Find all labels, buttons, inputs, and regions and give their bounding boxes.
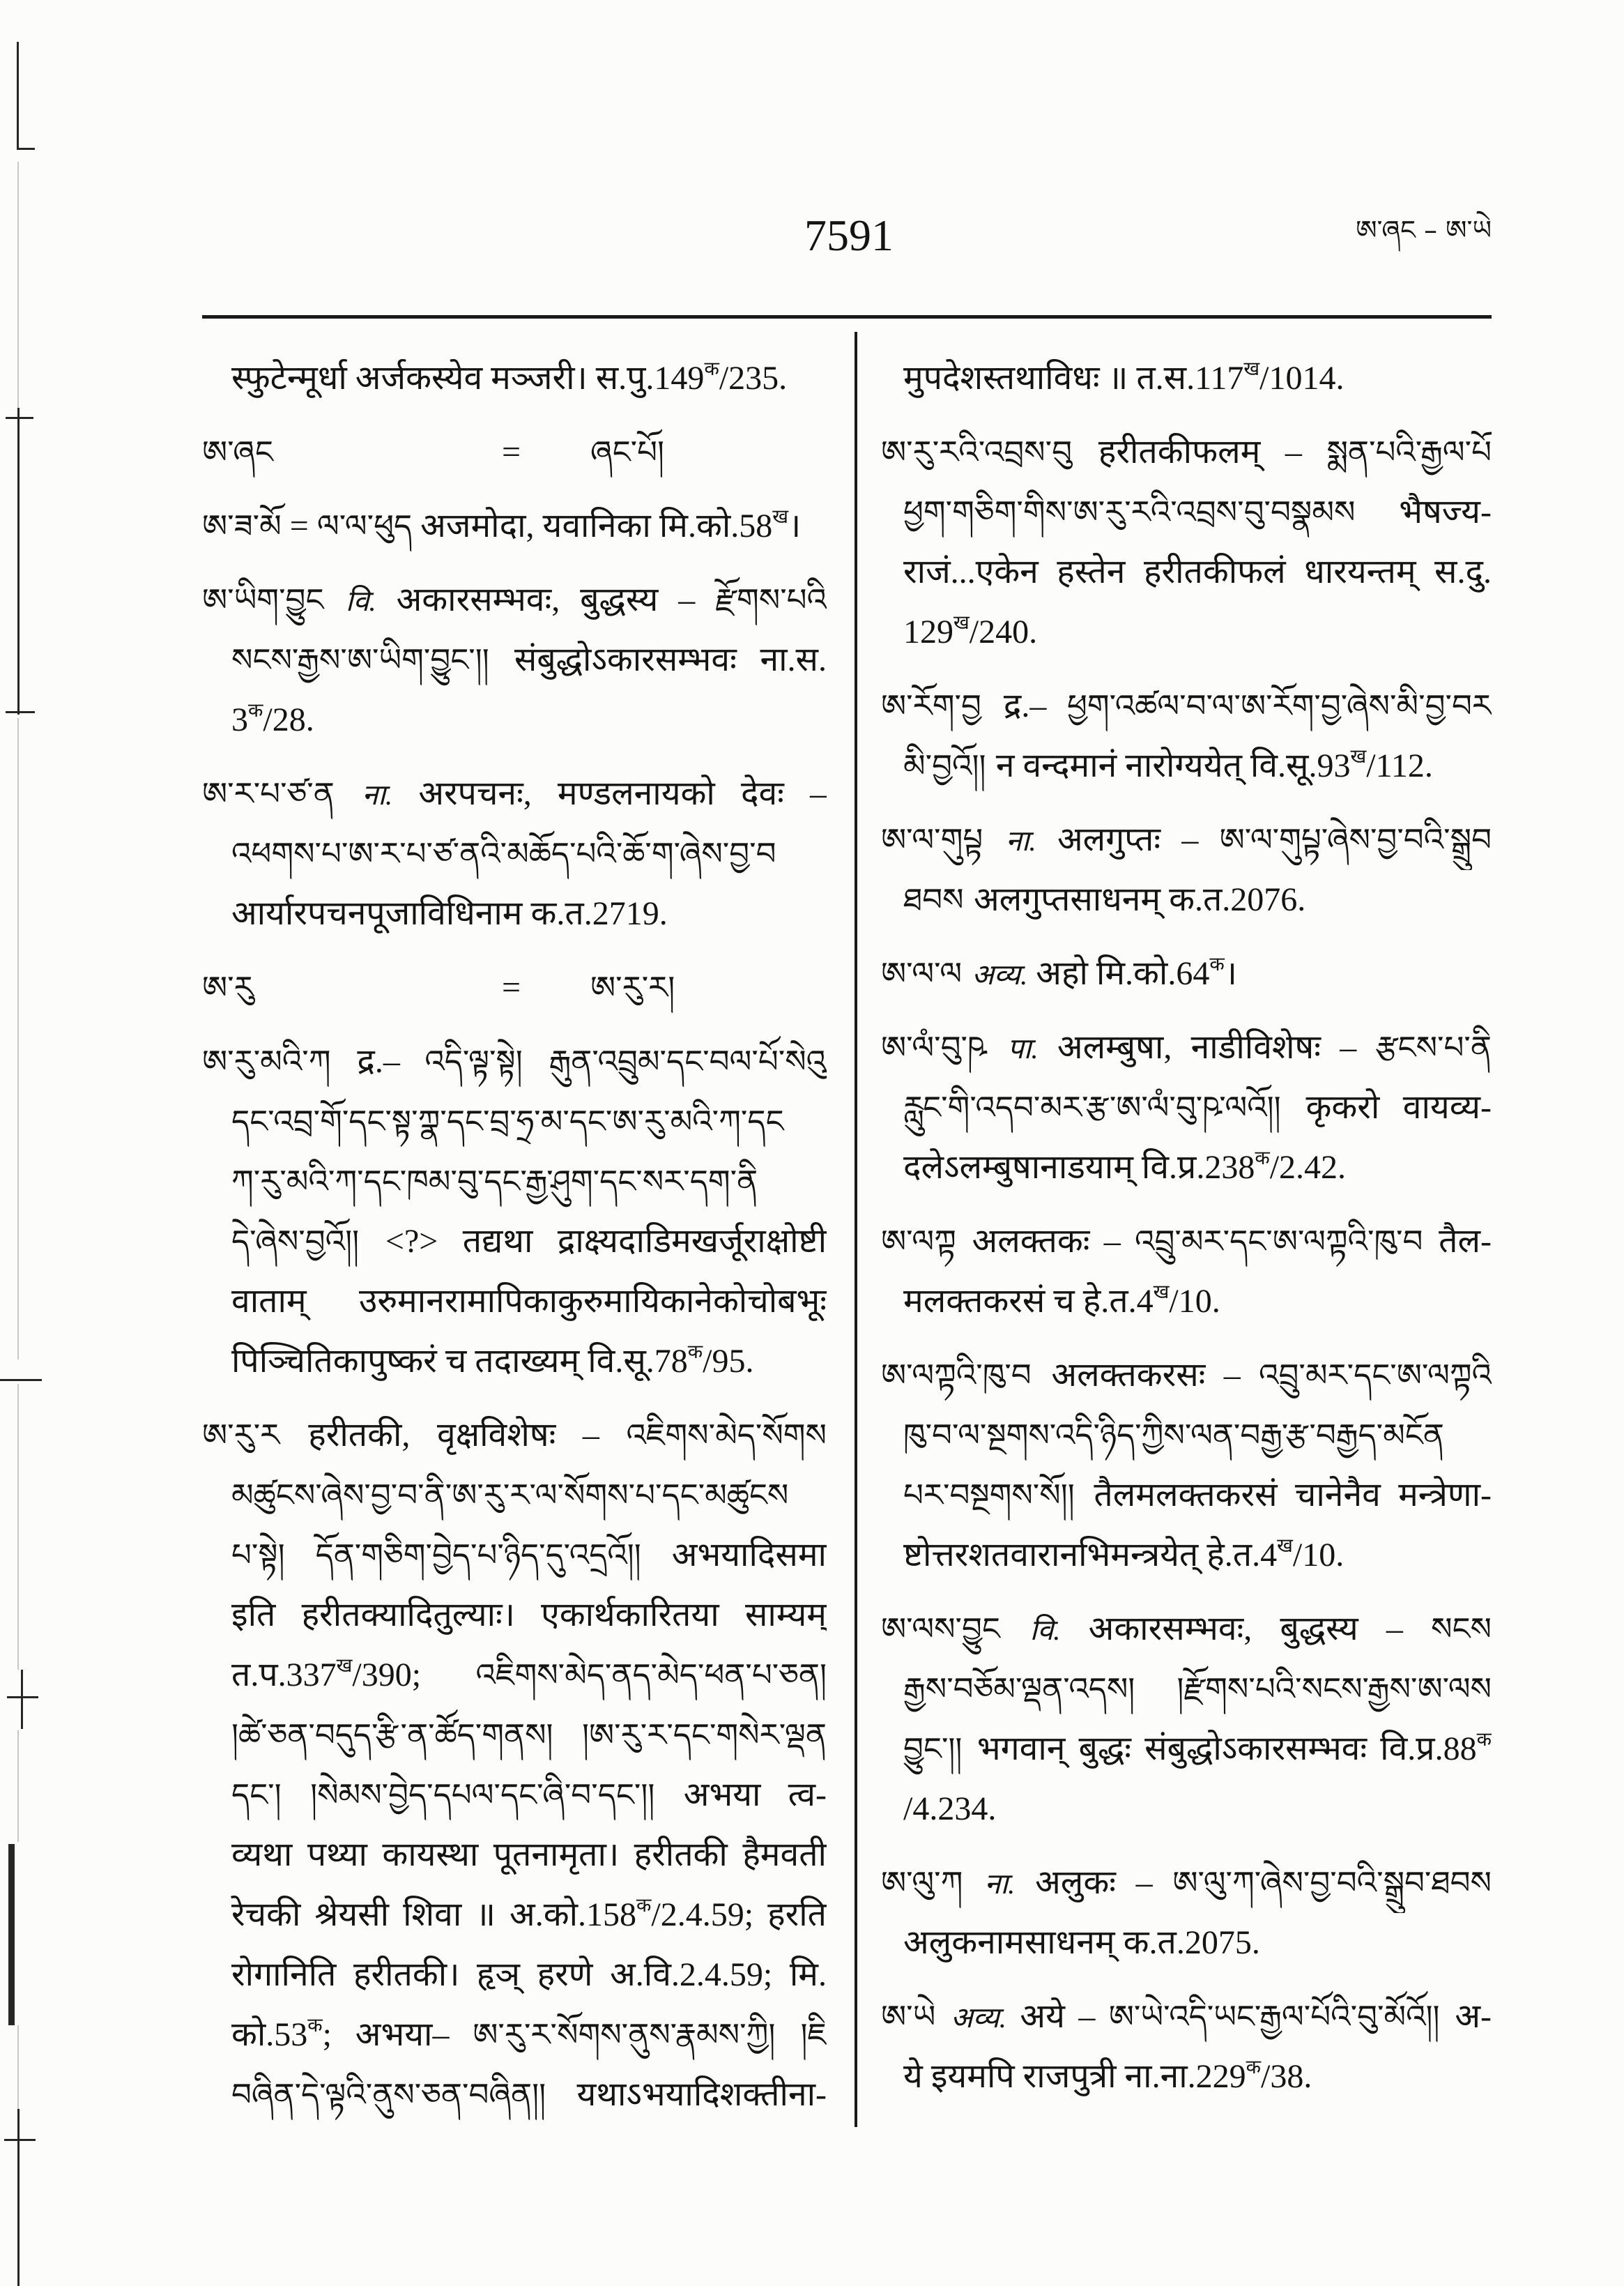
right-column [881,349,1492,2107]
sanskrit-text: /10. [1169,1283,1220,1320]
sanskrit-text: द्र.– [1003,687,1067,724]
scan-margin-mark [17,2025,19,2109]
dictionary-line [881,1987,1492,2047]
dictionary-line [202,1332,827,1392]
dictionary-line [202,422,827,482]
sanskrit-text: /28. [263,701,314,738]
tibetan-text: ཨ་ཡེ [881,1998,951,2035]
dictionary-line [881,1913,1492,1973]
sanskrit-text: । [788,508,802,544]
folio-side-superscript: ख [1153,1281,1170,1303]
dictionary-entry [881,944,1492,1004]
equals-sign: = [502,969,521,1006]
tibetan-text: འཇིགས་མེད་སོགས [626,1417,827,1454]
dictionary-line [202,1092,827,1152]
tibetan-text: འཕགས་པ་ཨ་ར་པ་ཙ་ནའི་མཆོད་པའི་ཆོ་ག་ཞེས་བྱ་བ [231,835,776,872]
dictionary-entry [202,764,827,944]
dictionary-line [202,496,827,556]
scan-margin-mark [17,718,19,1359]
sanskrit-text: यथाऽभयादिशक्तीना- [576,2076,827,2113]
sanskrit-text: अजमोदा, यवानिका मि.को.58 [412,508,773,544]
scan-margin-mark [17,1730,19,1842]
tibetan-text: སྨན་པའི་རྒྱལ་པོ [1326,434,1492,471]
folio-side-superscript: ख [953,611,970,634]
dictionary-entry [202,1405,827,2125]
dictionary-line [881,1719,1492,1779]
tibetan-text: འབྲུ་མར་དང་ཨ་ལཀྟའི [1259,1357,1492,1394]
tibetan-text: ཨ་ར་པ་ཙ་ན [202,775,362,812]
dictionary-line [202,1525,827,1585]
tibetan-text: ཨ་ཟ་མོ [202,508,282,544]
sanskrit-text: मलक्तकरसं च हे.त.4 [903,1283,1154,1320]
sanskrit-text: /2.42. [1269,1149,1347,1186]
sanskrit-text: ष्टोत्तरशतवारानभिमन्त्रयेत् हे.त.4 [903,1537,1278,1573]
folio-side-superscript: क [704,358,719,380]
sanskrit-text: व्यथा पथ्या कायस्था पूतनामृता। हरीतकी हैमवती [231,1836,827,1873]
sanskrit-text: ये इयमपि राजपुत्री ना.ना.229 [903,2058,1246,2095]
tibetan-text: ལ་ལ་ཕུད [316,508,413,544]
sanskrit-text: /240. [969,614,1038,650]
tibetan-text: ཨ་ལཀྟའི་ཁུ་བ [881,1357,1052,1394]
running-head: ཨ་ཞང – ཨ་ཡེ [1356,215,1492,245]
folio-side-superscript: क [1255,1147,1270,1169]
dictionary-line [202,2005,827,2065]
dictionary-line [881,944,1492,1004]
sanskrit-text: /2.4.59; हरति [651,1896,827,1933]
dictionary-line [202,764,827,824]
sanskrit-text: अकारसम्भवः, बुद्धस्य – [1060,1610,1432,1647]
sanskrit-text: /390; [352,1656,476,1693]
scan-margin-mark [4,2139,36,2141]
dictionary-line [881,1018,1492,1078]
scan-margin-mark [17,162,19,413]
sanskrit-text: /1014. [1259,360,1345,397]
dictionary-line [202,1465,827,1525]
tibetan-text: སངས [1431,1610,1492,1647]
tibetan-text: ཨ་ཡེ་འདི་ཡང་རྒྱལ་པོའི་བུ་མོའོ།། [1108,1998,1455,2035]
dictionary-entry [202,496,827,556]
dictionary-entry [881,422,1492,662]
sanskrit-text: संबुद्धोऽकारसम्भवः ना.स. [514,641,827,678]
dictionary-line [881,422,1492,482]
dictionary-line [881,736,1492,796]
sanskrit-text: न वन्दमानं नारोग्ययेत् वि.सू.93 [995,747,1351,784]
grammar-abbreviation: ना. [1005,825,1036,857]
sanskrit-text: स्फुटेन्मूर्धा अर्जकस्येव मञ्जरी। स.पु.149 [231,360,705,397]
folio-side-superscript: क [636,1894,652,1917]
tibetan-text: །ཚེ་ཅན་བདུད་རྩི་ན་ཚོད་གནས། །ཨ་རུ་ར་དང་གསེར་ལྡན [231,1716,827,1753]
scan-margin-mark [17,148,35,150]
tibetan-text: དང་འབྲ་གོ་དང་སྟ་ཀྣ་དང་བྲ་ཧྲ་མ་དང་ཨ་རུ་མའི་ཀ་དང [231,1103,784,1140]
dictionary-line [202,1152,827,1212]
dictionary-entry [881,1346,1492,1585]
tibetan-text: ཨ་ཞང [202,434,273,471]
dictionary-line [881,542,1492,602]
tibetan-text: རྫོགས་པའི [715,581,827,618]
folio-side-superscript: क [1246,2056,1262,2078]
tibetan-text: ཨ་རུ [202,969,254,1006]
sanskrit-text: अये – [1006,1998,1109,2035]
grammar-abbreviation: वि. [345,585,376,617]
tibetan-text: ཞང་པོ། [590,434,665,471]
dictionary-line [202,1212,827,1272]
tibetan-text: དེ་ཞེས་བྱའོ།། [231,1223,385,1260]
sanskrit-text: वाताम् उरुमानरामापिकाकुरुमायिकानेकोचोबभूः [231,1283,827,1320]
scan-margin-mark [21,1670,23,1729]
sanskrit-text: अलुकः – [1015,1864,1173,1901]
dictionary-entry [881,1599,1492,1839]
tibetan-text: ཕྱག་འཚལ་བ་ལ་ཨ་རོག་བྱ་ཞེས་མི་བྱ་བར [1066,687,1492,724]
tibetan-text: པར་བསྔགས་སོ།། [903,1477,1094,1514]
sanskrit-text: अलक्तकः – [972,1223,1135,1260]
folio-side-superscript: क [1209,953,1225,975]
dictionary-line [881,482,1492,542]
tibetan-text: ཨ་ལཾ་བུ་ཥ [881,1029,1008,1066]
grammar-abbreviation: ना. [984,1868,1016,1900]
sanskrit-text: राजं...एकेन हस्तेन हरीतकीफलं धारयन्तम् स.दु. [903,554,1492,590]
dictionary-line [202,2065,827,2125]
dictionary-entry [881,1987,1492,2107]
tibetan-text: བྱུང་།། [903,1730,977,1767]
sanskrit-text: मुपदेशस्तथाविधः ॥ त.स.117 [903,360,1244,397]
sanskrit-text: अ- [1455,1998,1492,2035]
folio-side-superscript: ख [336,1654,353,1677]
sanskrit-text: तैल- [1439,1223,1492,1260]
dictionary-line [881,602,1492,662]
tibetan-text: སངས་རྒྱས་ཨ་ཡིག་བྱུང་།། [231,641,514,678]
sanskrit-text: हरीतकी, वृक्षविशेषः – [308,1417,627,1454]
dictionary-line [881,1346,1492,1405]
dictionary-line [202,824,827,884]
tibetan-text: འཇིགས་མེད་ནད་མེད་ཕན་པ་ཅན། [475,1656,827,1693]
sanskrit-text: अरपचनः, मण्डलनायको देवः – [392,775,827,812]
tibetan-text: པ་སྟེ། དོན་གཅིག་བྱེད་པ་ཉིད་དུ་འདྲའོ།། [231,1537,672,1573]
scan-margin-mark [8,1844,15,2025]
scan-margin-mark [17,42,19,150]
dictionary-line [881,1599,1492,1659]
tibetan-text: ཨ་རུ་ར། [590,969,675,1006]
tibetan-text: ཨ་ལ་གུཔྟ [881,821,1006,858]
dictionary-line [881,1779,1492,1839]
sanskrit-text: अकारसम्भवः, बुद्धस्य – [376,581,716,618]
tibetan-text: ཨ་ལུ་ཀ་ཞེས་བྱ་བའི་སྒྲུབ་ཐབས [1172,1864,1492,1901]
sanskrit-text: <?> तद्यथा द्राक्ष्यदाडिमखर्जूराक्षोष्टी [385,1223,827,1260]
sanskrit-text: /235. [719,360,788,397]
sanskrit-text: भैषज्य- [1399,494,1492,531]
equals-sign: = [502,434,521,471]
sanskrit-text: कृकरो वायव्य- [1305,1089,1492,1126]
dictionary-entry [202,349,827,409]
sanskrit-text: भगवान् बुद्धः संबुद्धोऽकारसम्भवः वि.प्र.88 [976,1730,1477,1767]
dictionary-entry [881,1212,1492,1332]
folio-side-superscript: ख [772,505,789,528]
dictionary-line [881,1272,1492,1332]
tibetan-text: མཚུངས་ཞེས་བྱ་བ་ནི་ཨ་རུ་ར་ལ་སོགས་པ་དང་མཚུངས [231,1477,789,1514]
tibetan-text: ཨ་རུ་མའི་ཀ [202,1043,358,1080]
tibetan-text: ཨ་རུ་རའི་འབྲས་བུ [881,434,1098,471]
dictionary-line [202,1765,827,1825]
dictionary-line [202,349,827,409]
sanskrit-text: अभयादिसमा [671,1537,827,1573]
tibetan-text: ཨ་ལཀྟ [881,1223,972,1260]
sanskrit-text: त.प.337 [231,1656,337,1693]
folio-side-superscript: क [307,2014,323,2036]
scan-margin-mark [6,711,35,713]
sanskrit-text: अलुकनामसाधनम् क.त.2075. [903,1924,1260,1961]
sanskrit-text: तैलमलक्तकरसं चानेनैव मन्त्रेणा- [1094,1477,1492,1514]
dictionary-line [202,958,827,1018]
dictionary-entry [202,1032,827,1392]
left-column [202,349,827,2125]
sanskrit-text: /10. [1292,1537,1345,1573]
dictionary-line [202,1585,827,1645]
tibetan-text: རྒྱས་བཅོམ་ལྡན་འདས། །རྫོགས་པའི་སངས་རྒྱས་ཨ་ལས [903,1670,1492,1707]
dictionary-entry [202,958,827,1018]
dictionary-line [202,570,827,630]
sanskrit-text: हरीतकीफलम् – [1098,434,1327,471]
tibetan-text: རྩངས་པ་ནི [1375,1029,1492,1066]
sanskrit-text: अलम्बुषा, नाडीविशेषः – [1038,1029,1376,1066]
tibetan-text: ཨ་ལུ་ཀ [881,1864,985,1901]
sanskrit-text: अलक्तकरसः – [1051,1357,1259,1394]
sanskrit-text: ; अभया– [322,2016,473,2053]
tibetan-text: ཁུ་བ་ལ་སྔགས་འདི་ཉིད་ཀྱིས་ལན་བརྒྱ་རྩ་བརྒྱད་མངོན [903,1417,1444,1454]
folio-side-superscript: क [248,699,263,722]
dictionary-line [202,630,827,690]
dictionary-entry [881,1018,1492,1198]
sanskrit-text: अलगुप्तसाधनम् क.त.2076. [973,881,1306,918]
tibetan-text: ཨ་རུ་ར་སོགས་ནུས་རྣམས་ཀྱི། །ཇི [473,2016,827,2053]
folio-side-superscript: ख [1243,358,1260,380]
dictionary-line [202,1825,827,1885]
header-rule [202,315,1492,319]
sanskrit-text: /95. [703,1343,754,1380]
tibetan-text: བཞིན་དེ་ལྟའི་ནུས་ཅན་བཞིན།། [231,2076,577,2113]
grammar-abbreviation: वि. [1029,1614,1061,1646]
sanskrit-text: /112. [1366,747,1433,784]
dictionary-line [881,1078,1492,1138]
dictionary-line [881,349,1492,409]
tibetan-text: ཨ་རོག་བྱ [881,687,1004,724]
dictionary-entry [202,570,827,750]
sanskrit-text: 3 [231,701,248,738]
dictionary-line [881,1212,1492,1272]
folio-side-superscript: ख [1350,745,1367,768]
grammar-abbreviation: अव्य. [951,2002,1006,2034]
dictionary-line [881,1465,1492,1525]
tibetan-text: ཕྱག་གཅིག་གིས་ཨ་རུ་རའི་འབྲས་བུ་བསྣམས [903,494,1400,531]
sanskrit-text: रेचकी श्रेयसी शिवा ॥ अ.को.158 [231,1896,637,1933]
folio-side-superscript: क [687,1341,703,1363]
sanskrit-text: = [281,508,317,544]
dictionary-line [202,1645,827,1705]
dictionary-entry [881,810,1492,930]
tibetan-text: ཨ་ལ་གུཔྟ་ཞེས་བྱ་བའི་སྒྲུབ [1219,821,1492,858]
tibetan-text: ཨ་རུ་ར [202,1417,309,1454]
dictionary-line [881,810,1492,870]
tibetan-text: དང་། །སེམས་བྱེད་དཔལ་དང་ཞི་བ་དང་།། [231,1776,684,1813]
dictionary-line [881,1853,1492,1913]
sanskrit-text: । [1224,955,1237,992]
sanskrit-text: दलेऽलम्बुषानाडयाम् वि.प्र.238 [903,1149,1255,1186]
dictionary-line [881,676,1492,736]
dictionary-line [881,2047,1492,2107]
scan-margin-mark [17,2109,20,2286]
tibetan-text: ཨ་ལས་བྱུང [881,1610,1030,1647]
scan-margin-mark [17,408,20,715]
tibetan-text: འདི་ལྟ་སྟེ། རྒུན་འབྲུམ་དང་བལ་པོ་སེའུ [424,1043,827,1080]
dictionary-line [881,1659,1492,1719]
dictionary-entry [881,1853,1492,1973]
scan-margin-mark [0,1379,42,1381]
sanskrit-text: पिञ्चितिकापुष्करं च तदाख्यम् वि.सू.78 [231,1343,688,1380]
scan-margin-mark [17,1384,19,1670]
sanskrit-text: को.53 [231,2016,308,2053]
folio-side-superscript: ख [1277,1534,1293,1557]
dictionary-line [881,1405,1492,1465]
grammar-abbreviation: ना. [362,779,393,811]
sanskrit-text: /4.234. [903,1790,997,1827]
dictionary-line [202,1032,827,1092]
dictionary-line [202,1405,827,1465]
tibetan-text: ཨ་ལ་ལ [881,955,972,992]
dictionary-line [881,870,1492,930]
sanskrit-text: इति हरीतक्यादितुल्याः। एकार्थकारितया साम्यम् [231,1597,827,1633]
sanskrit-text: 129 [903,614,953,650]
dictionary-line [881,1525,1492,1585]
tibetan-text: ཀ་རུ་མའི་ཀ་དང་ཁམ་བུ་དང་རྒྱ་ཤུག་དང་སར་དག་ནི [231,1163,758,1200]
dictionary-line [881,1138,1492,1198]
tibetan-text: ཨ་ཡིག་བྱུང [202,581,346,618]
dictionary-entry [881,349,1492,409]
sanskrit-text: अहो मि.को.64 [1027,955,1210,992]
dictionary-entry [202,422,827,482]
dictionary-line [202,1272,827,1332]
tibetan-text: རླུང་གི་འདབ་མར་རྩ་ཨ་ལཾ་བུ་ཥ་ལའོ།། [903,1089,1306,1126]
dictionary-line [202,884,827,944]
tibetan-text: འབྲུ་མར་དང་ཨ་ལཀྟའི་ཁུ་བ [1135,1223,1439,1260]
dictionary-line [202,690,827,750]
sanskrit-text: रोगानिति हरीतकी। हृञ् हरणे अ.वि.2.4.59; मि. [231,1956,827,1993]
column-divider [855,332,857,2127]
dictionary-line [202,1705,827,1765]
folio-side-superscript: क [1476,1728,1492,1751]
sanskrit-text: /38. [1261,2058,1312,2095]
grammar-abbreviation: पा. [1007,1032,1039,1065]
dictionary-line [202,1945,827,2005]
sanskrit-text: अलगुप्तः – [1036,821,1220,858]
sanskrit-text: द्र.– [357,1043,425,1080]
sanskrit-text: अभया त्व- [683,1776,827,1813]
sanskrit-text: आर्यारपचनपूजाविधिनाम क.त.2719. [231,895,668,932]
dictionary-entry [881,676,1492,796]
tibetan-text: ཐབས [903,881,974,918]
tibetan-text: མི་བྱའོ།། [903,747,996,784]
scan-margin-mark [6,417,33,419]
grammar-abbreviation: अव्य. [972,959,1028,991]
dictionary-line [202,1885,827,1945]
page-number: 7591 [804,211,894,260]
